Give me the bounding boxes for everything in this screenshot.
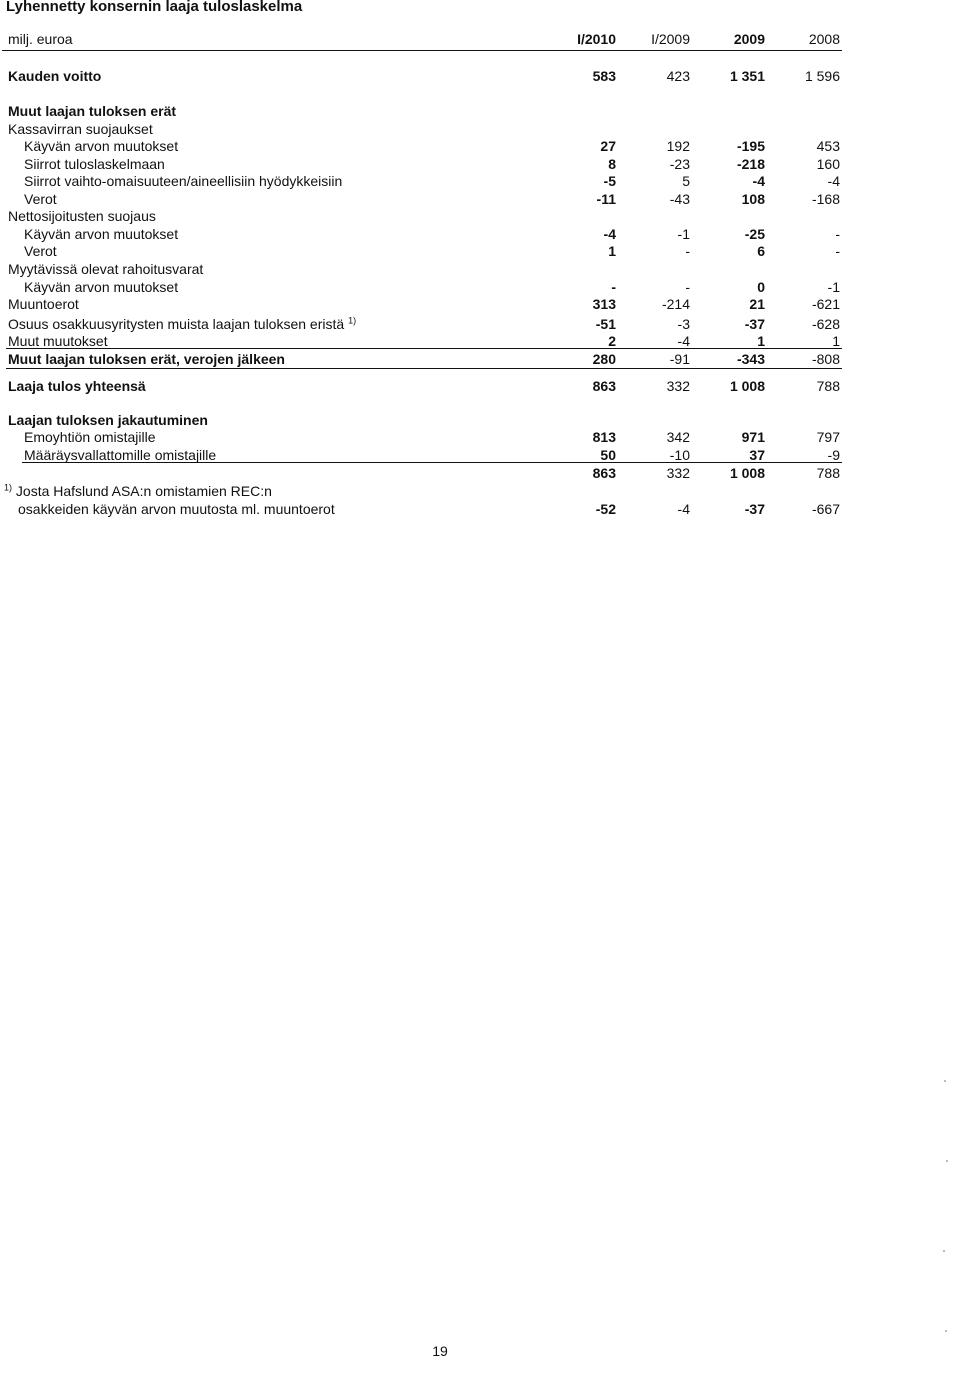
row-label: Muut muutokset [8, 333, 108, 349]
table-row [0, 242, 960, 260]
cell: -52 [595, 501, 616, 517]
table-row [0, 67, 960, 85]
row-label: Nettosijoitusten suojaus [8, 208, 156, 224]
row-label: Verot [24, 243, 57, 259]
total-row [0, 377, 960, 395]
cell: -628 [811, 316, 840, 332]
cell: 6 [757, 243, 765, 259]
table-row [0, 137, 960, 155]
cell: 423 [666, 68, 690, 84]
footnote-marker: 1) [4, 482, 13, 493]
cell: 1 [757, 333, 765, 349]
cell: -808 [811, 351, 840, 367]
subtotal-row [0, 350, 960, 368]
subsection-heading [0, 207, 960, 225]
table-row [0, 278, 960, 296]
footnote-marker: 1) [348, 315, 357, 326]
cell: 788 [816, 465, 840, 481]
col-header-1: I/2010 [577, 31, 616, 47]
sum-rule [22, 462, 842, 463]
subtotal-rule [6, 348, 842, 349]
cell: 583 [592, 68, 616, 84]
row-label: Osuus osakkuusyritysten muista laajan tuloksen eristä $^{1)}$ [8, 315, 357, 332]
cell: 1 [832, 333, 840, 349]
cell: -9 [827, 447, 840, 463]
cell: -168 [811, 191, 840, 207]
table-row [0, 225, 960, 243]
cell: -4 [827, 173, 840, 189]
cell: -214 [661, 296, 690, 312]
cell: - [685, 279, 690, 295]
cell: 1 596 [804, 68, 840, 84]
subsection-heading [0, 260, 960, 278]
table-row [0, 172, 960, 190]
cell: -25 [744, 226, 765, 242]
cell: -667 [811, 501, 840, 517]
cell: - [685, 243, 690, 259]
cell: 813 [592, 429, 616, 445]
row-label: Muut laajan tuloksen erät [8, 103, 177, 119]
header-rule [2, 50, 842, 51]
row-label: Käyvän arvon muutokset [24, 138, 179, 154]
cell: -4 [677, 501, 690, 517]
cell: 453 [816, 138, 840, 154]
cell: - [835, 226, 840, 242]
cell: - [611, 279, 616, 295]
table-row [0, 295, 960, 313]
scan-speck [943, 1250, 945, 1252]
cell: 27 [600, 138, 616, 154]
cell: -195 [736, 138, 765, 154]
cell: -23 [669, 156, 690, 172]
row-label: Muut laajan tuloksen erät, verojen jälkeen [8, 351, 285, 367]
row-label: Emoyhtiön omistajille [24, 429, 156, 445]
footnote-text: osakkeiden käyvän arvon muutosta ml. muuntoerot [18, 501, 335, 517]
cell: -5 [603, 173, 616, 189]
cell: 5 [682, 173, 690, 189]
subtotal-rule-bottom [6, 368, 842, 369]
cell: 313 [592, 296, 616, 312]
cell: -37 [744, 501, 765, 517]
cell: -621 [811, 296, 840, 312]
row-label: Käyvän arvon muutokset [24, 279, 179, 295]
cell: 1 008 [729, 378, 765, 394]
cell: -10 [669, 447, 690, 463]
row-label: Siirrot vaihto-omaisuuteen/aineellisiin hyödykkeisiin [24, 173, 343, 189]
cell: 50 [600, 447, 616, 463]
cell: 1 008 [729, 465, 765, 481]
cell: -51 [595, 316, 616, 332]
unit-label: milj. euroa [8, 31, 73, 47]
cell: 108 [741, 191, 765, 207]
cell: 788 [816, 378, 840, 394]
cell: -37 [744, 316, 765, 332]
cell: 160 [816, 156, 840, 172]
page-number: 19 [432, 1343, 448, 1359]
row-label: Siirrot tuloslaskelmaan [24, 156, 165, 172]
table-row [0, 190, 960, 208]
table-row [0, 155, 960, 173]
cell: 192 [666, 138, 690, 154]
col-header-4: 2008 [808, 31, 840, 47]
cell: 797 [816, 429, 840, 445]
scan-speck [944, 1080, 946, 1082]
cell: 332 [666, 378, 690, 394]
cell: -1 [827, 279, 840, 295]
cell: -4 [677, 333, 690, 349]
column-header-row [0, 30, 960, 48]
row-label: Muuntoerot [8, 296, 79, 312]
cell: -3 [677, 316, 690, 332]
cell: 332 [666, 465, 690, 481]
cell: -4 [603, 226, 616, 242]
cell: 37 [749, 447, 765, 463]
cell: 0 [757, 279, 765, 295]
cell: -218 [736, 156, 765, 172]
report-title: Lyhennetty konsernin laaja tuloslaskelma [6, 0, 303, 15]
cell: 1 [608, 243, 616, 259]
cell: 21 [749, 296, 765, 312]
row-label: Kauden voitto [8, 68, 102, 84]
row-label: Laaja tulos yhteensä [8, 378, 146, 394]
cell: 863 [592, 378, 616, 394]
table-row [0, 315, 960, 333]
cell: 342 [666, 429, 690, 445]
cell: 863 [592, 465, 616, 481]
section-heading [0, 411, 960, 429]
col-header-2: I/2009 [651, 31, 690, 47]
cell: -4 [752, 173, 765, 189]
row-label: Kassavirran suojaukset [8, 121, 153, 137]
cell: 280 [592, 351, 616, 367]
footnote-line-1 [0, 482, 960, 500]
scan-speck [946, 1160, 948, 1162]
row-label: Verot [24, 191, 57, 207]
cell: -343 [736, 351, 765, 367]
row-label: Myytävissä olevat rahoitusvarat [8, 261, 204, 277]
col-header-3: 2009 [733, 31, 765, 47]
footnote-line-2 [0, 500, 960, 518]
section-heading [0, 102, 960, 120]
cell: -91 [669, 351, 690, 367]
row-label: Käyvän arvon muutokset [24, 226, 179, 242]
sum-row [0, 464, 960, 482]
table-row [0, 428, 960, 446]
subsection-heading [0, 120, 960, 138]
cell: - [835, 243, 840, 259]
cell: 971 [741, 429, 765, 445]
footnote-text: $^{1)}$ Josta Hafslund ASA:n omistamien REC:n [4, 482, 272, 499]
cell: 1 351 [729, 68, 765, 84]
row-label: Määräysvallattomille omistajille [24, 447, 217, 463]
cell: -1 [677, 226, 690, 242]
cell: 8 [608, 156, 616, 172]
cell: -43 [669, 191, 690, 207]
cell: -11 [596, 191, 616, 207]
cell: 2 [608, 333, 616, 349]
scan-speck [945, 1330, 947, 1332]
row-label: Laajan tuloksen jakautuminen [8, 412, 208, 428]
